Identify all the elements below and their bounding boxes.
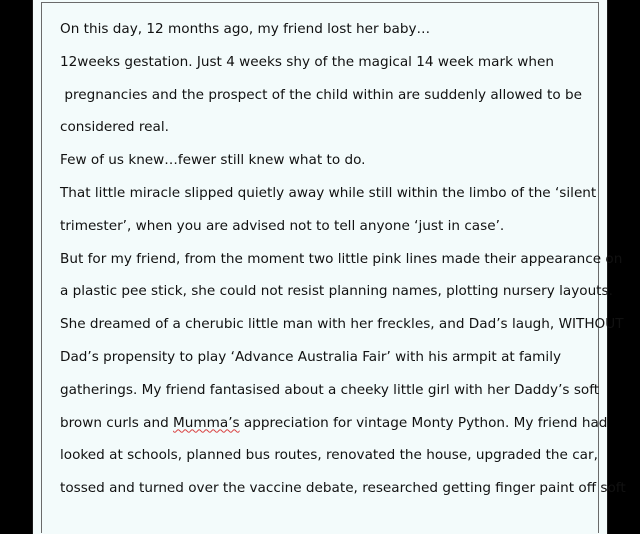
document-page <box>32 0 626 534</box>
text-line-13-end: appreciation for vintage Monty Python. My friend had <box>239 414 608 431</box>
misspelled-word[interactable]: Mumma’s <box>173 414 240 431</box>
text-line-9: a plastic pee stick, she could not resist planning names, plotting nursery layouts. <box>60 283 613 300</box>
text-line-5: Few of us knew…fewer still knew what to do. <box>60 152 366 169</box>
text-line-13-start: brown curls and <box>60 414 174 431</box>
text-line-14: looked at schools, planned bus routes, renovated the house, upgraded the car, <box>60 447 598 464</box>
text-line-7: trimester’, when you are advised not to tell anyone ‘just in case’. <box>60 217 505 234</box>
document-body <box>60 13 626 505</box>
text-line-10: She dreamed of a cherubic little man with her freckles, and Dad’s laugh, WITHOUT <box>60 316 624 333</box>
text-line-11: Dad’s propensity to play ‘Advance Australia Fair’ with his armpit at family <box>60 348 562 365</box>
text-line-4: considered real. <box>60 119 169 136</box>
text-line-3: pregnancies and the prospect of the child within are suddenly allowed to be <box>60 86 582 103</box>
text-line-1: On this day, 12 months ago, my friend lost her baby… <box>60 21 431 37</box>
text-line-13 <box>60 407 608 440</box>
text-line-8: But for my friend, from the moment two little pink lines made their appearance on <box>60 250 623 267</box>
text-line-15: tossed and turned over the vaccine debate, researched getting finger paint off soft <box>60 480 626 497</box>
text-line-12: gatherings. My friend fantasised about a cheeky little girl with her Daddy’s soft <box>60 381 600 398</box>
text-line-2: 12weeks gestation. Just 4 weeks shy of the magical 14 week mark when <box>60 53 555 70</box>
text-line-6: That little miracle slipped quietly away while still within the limbo of the ‘silent <box>60 184 597 201</box>
